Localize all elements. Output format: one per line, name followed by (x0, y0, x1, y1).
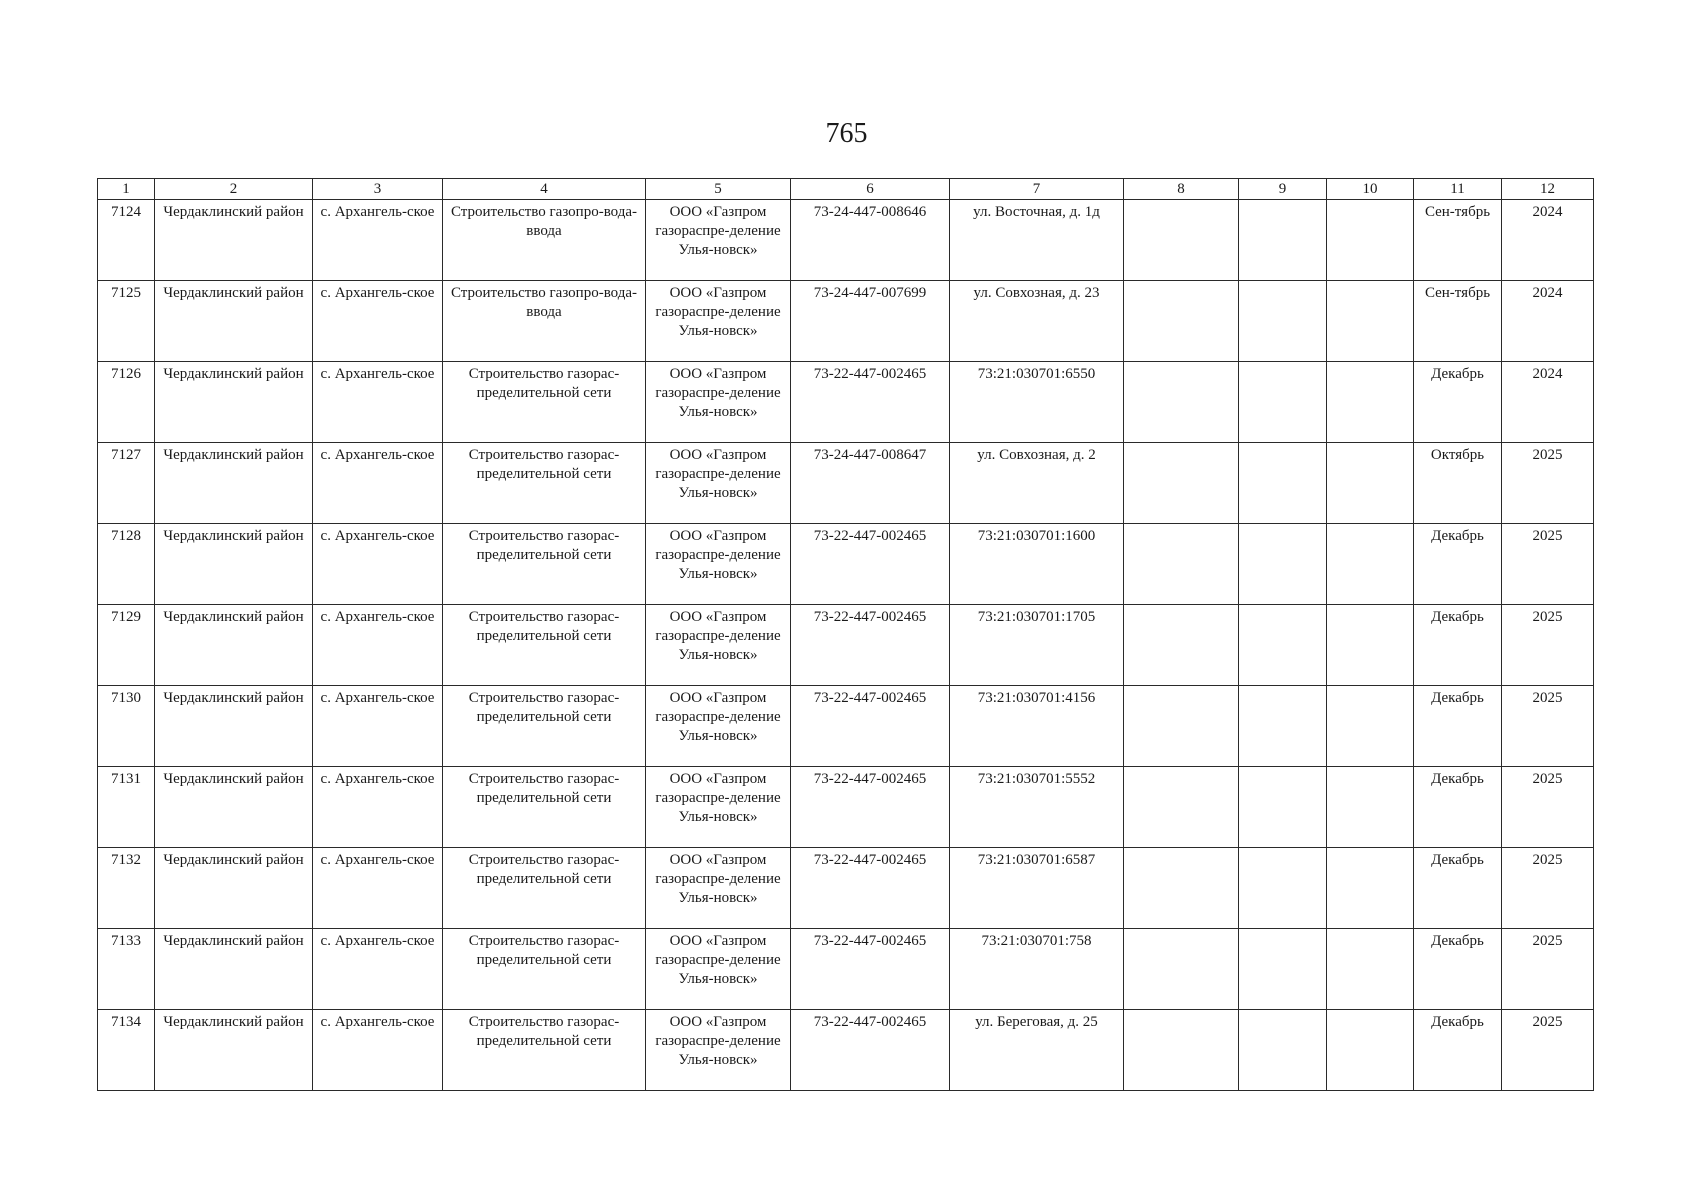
cell-code: 73-24-447-007699 (791, 281, 950, 362)
cell-month: Сен-тябрь (1414, 200, 1502, 281)
cell-code: 73-22-447-002465 (791, 362, 950, 443)
column-header: 2 (155, 179, 313, 200)
cell-empty (1124, 929, 1239, 1010)
cell-empty (1124, 524, 1239, 605)
cell-empty (1124, 362, 1239, 443)
cell-work-type: Строительство газорас-пределительной сети (443, 1010, 646, 1091)
column-header: 5 (646, 179, 791, 200)
cell-work-type: Строительство газопро-вода-ввода (443, 200, 646, 281)
cell-district: Чердаклинский район (155, 686, 313, 767)
cell-organization: ООО «Газпром газораспре-деление Улья-новск» (646, 281, 791, 362)
cell-organization: ООО «Газпром газораспре-деление Улья-новск» (646, 443, 791, 524)
column-header: 7 (950, 179, 1124, 200)
cell-empty (1327, 605, 1414, 686)
table-row (98, 281, 1594, 362)
cell-empty (1124, 200, 1239, 281)
cell-work-type: Строительство газорас-пределительной сети (443, 605, 646, 686)
cell-address: 73:21:030701:4156 (950, 686, 1124, 767)
cell-organization: ООО «Газпром газораспре-деление Улья-новск» (646, 200, 791, 281)
cell-month: Декабрь (1414, 524, 1502, 605)
cell-settlement: с. Архангель-ское (313, 848, 443, 929)
cell-address: 73:21:030701:1705 (950, 605, 1124, 686)
cell-code: 73-22-447-002465 (791, 848, 950, 929)
cell-year: 2024 (1502, 281, 1594, 362)
cell-empty (1239, 767, 1327, 848)
cell-month: Декабрь (1414, 1010, 1502, 1091)
cell-number: 7126 (98, 362, 155, 443)
cell-year: 2025 (1502, 605, 1594, 686)
cell-district: Чердаклинский район (155, 200, 313, 281)
cell-month: Декабрь (1414, 767, 1502, 848)
column-header: 1 (98, 179, 155, 200)
cell-code: 73-24-447-008646 (791, 200, 950, 281)
cell-empty (1327, 443, 1414, 524)
cell-empty (1239, 686, 1327, 767)
cell-year: 2025 (1502, 443, 1594, 524)
cell-settlement: с. Архангель-ское (313, 362, 443, 443)
cell-work-type: Строительство газорас-пределительной сети (443, 848, 646, 929)
cell-district: Чердаклинский район (155, 524, 313, 605)
cell-number: 7130 (98, 686, 155, 767)
cell-code: 73-22-447-002465 (791, 929, 950, 1010)
cell-settlement: с. Архангель-ское (313, 443, 443, 524)
column-header: 11 (1414, 179, 1502, 200)
cell-work-type: Строительство газорас-пределительной сети (443, 767, 646, 848)
cell-organization: ООО «Газпром газораспре-деление Улья-новск» (646, 362, 791, 443)
table-row (98, 605, 1594, 686)
header-row (98, 179, 1594, 200)
cell-code: 73-22-447-002465 (791, 686, 950, 767)
cell-empty (1239, 605, 1327, 686)
cell-district: Чердаклинский район (155, 362, 313, 443)
table-row (98, 848, 1594, 929)
cell-district: Чердаклинский район (155, 443, 313, 524)
cell-address: 73:21:030701:758 (950, 929, 1124, 1010)
cell-address: 73:21:030701:6550 (950, 362, 1124, 443)
table-row (98, 362, 1594, 443)
cell-settlement: с. Архангель-ское (313, 200, 443, 281)
cell-address: 73:21:030701:6587 (950, 848, 1124, 929)
column-header: 8 (1124, 179, 1239, 200)
cell-empty (1124, 1010, 1239, 1091)
cell-number: 7128 (98, 524, 155, 605)
column-header: 12 (1502, 179, 1594, 200)
cell-empty (1239, 848, 1327, 929)
cell-code: 73-22-447-002465 (791, 524, 950, 605)
page-number: 765 (825, 118, 868, 149)
cell-district: Чердаклинский район (155, 767, 313, 848)
cell-empty (1124, 767, 1239, 848)
cell-settlement: с. Архангель-ское (313, 524, 443, 605)
cell-year: 2025 (1502, 1010, 1594, 1091)
cell-code: 73-22-447-002465 (791, 767, 950, 848)
cell-organization: ООО «Газпром газораспре-деление Улья-новск» (646, 686, 791, 767)
cell-empty (1239, 443, 1327, 524)
registry-table (97, 178, 1594, 1091)
cell-empty (1327, 524, 1414, 605)
cell-number: 7132 (98, 848, 155, 929)
cell-year: 2024 (1502, 362, 1594, 443)
cell-work-type: Строительство газорас-пределительной сети (443, 362, 646, 443)
cell-address: ул. Восточная, д. 1д (950, 200, 1124, 281)
cell-empty (1239, 929, 1327, 1010)
table-row (98, 200, 1594, 281)
cell-settlement: с. Архангель-ское (313, 767, 443, 848)
cell-empty (1239, 524, 1327, 605)
cell-district: Чердаклинский район (155, 848, 313, 929)
cell-district: Чердаклинский район (155, 281, 313, 362)
cell-year: 2025 (1502, 524, 1594, 605)
cell-number: 7133 (98, 929, 155, 1010)
cell-empty (1327, 281, 1414, 362)
cell-code: 73-22-447-002465 (791, 1010, 950, 1091)
cell-number: 7125 (98, 281, 155, 362)
cell-code: 73-24-447-008647 (791, 443, 950, 524)
cell-address: ул. Совхозная, д. 2 (950, 443, 1124, 524)
cell-month: Декабрь (1414, 605, 1502, 686)
table-row (98, 686, 1594, 767)
cell-empty (1327, 686, 1414, 767)
cell-empty (1124, 605, 1239, 686)
cell-address: 73:21:030701:5552 (950, 767, 1124, 848)
cell-district: Чердаклинский район (155, 605, 313, 686)
cell-number: 7129 (98, 605, 155, 686)
column-header: 10 (1327, 179, 1414, 200)
cell-work-type: Строительство газорас-пределительной сети (443, 929, 646, 1010)
cell-address: ул. Береговая, д. 25 (950, 1010, 1124, 1091)
cell-month: Декабрь (1414, 686, 1502, 767)
cell-settlement: с. Архангель-ское (313, 281, 443, 362)
cell-work-type: Строительство газорас-пределительной сети (443, 443, 646, 524)
cell-settlement: с. Архангель-ское (313, 1010, 443, 1091)
cell-year: 2024 (1502, 200, 1594, 281)
cell-year: 2025 (1502, 929, 1594, 1010)
cell-empty (1124, 848, 1239, 929)
cell-empty (1327, 929, 1414, 1010)
cell-district: Чердаклинский район (155, 1010, 313, 1091)
cell-organization: ООО «Газпром газораспре-деление Улья-новск» (646, 524, 791, 605)
cell-number: 7127 (98, 443, 155, 524)
column-header: 4 (443, 179, 646, 200)
column-header: 3 (313, 179, 443, 200)
table-row (98, 929, 1594, 1010)
cell-empty (1239, 200, 1327, 281)
column-header: 9 (1239, 179, 1327, 200)
cell-work-type: Строительство газопро-вода-ввода (443, 281, 646, 362)
cell-empty (1327, 848, 1414, 929)
cell-work-type: Строительство газорас-пределительной сети (443, 524, 646, 605)
cell-number: 7124 (98, 200, 155, 281)
cell-empty (1239, 1010, 1327, 1091)
column-header: 6 (791, 179, 950, 200)
cell-empty (1239, 281, 1327, 362)
cell-address: 73:21:030701:1600 (950, 524, 1124, 605)
cell-empty (1327, 200, 1414, 281)
cell-settlement: с. Архангель-ское (313, 605, 443, 686)
table-row (98, 767, 1594, 848)
cell-empty (1239, 362, 1327, 443)
cell-month: Декабрь (1414, 848, 1502, 929)
cell-organization: ООО «Газпром газораспре-деление Улья-новск» (646, 929, 791, 1010)
cell-month: Декабрь (1414, 929, 1502, 1010)
cell-settlement: с. Архангель-ское (313, 929, 443, 1010)
cell-empty (1124, 443, 1239, 524)
cell-empty (1327, 767, 1414, 848)
cell-month: Октябрь (1414, 443, 1502, 524)
cell-organization: ООО «Газпром газораспре-деление Улья-новск» (646, 848, 791, 929)
cell-settlement: с. Архангель-ское (313, 686, 443, 767)
cell-empty (1327, 1010, 1414, 1091)
table-row (98, 443, 1594, 524)
cell-empty (1124, 281, 1239, 362)
cell-year: 2025 (1502, 848, 1594, 929)
cell-number: 7131 (98, 767, 155, 848)
cell-code: 73-22-447-002465 (791, 605, 950, 686)
cell-organization: ООО «Газпром газораспре-деление Улья-новск» (646, 767, 791, 848)
cell-organization: ООО «Газпром газораспре-деление Улья-новск» (646, 1010, 791, 1091)
cell-organization: ООО «Газпром газораспре-деление Улья-новск» (646, 605, 791, 686)
cell-year: 2025 (1502, 686, 1594, 767)
cell-address: ул. Совхозная, д. 23 (950, 281, 1124, 362)
cell-year: 2025 (1502, 767, 1594, 848)
cell-district: Чердаклинский район (155, 929, 313, 1010)
cell-month: Сен-тябрь (1414, 281, 1502, 362)
table-row (98, 1010, 1594, 1091)
cell-work-type: Строительство газорас-пределительной сети (443, 686, 646, 767)
table-row (98, 524, 1594, 605)
cell-empty (1124, 686, 1239, 767)
cell-month: Декабрь (1414, 362, 1502, 443)
cell-number: 7134 (98, 1010, 155, 1091)
cell-empty (1327, 362, 1414, 443)
